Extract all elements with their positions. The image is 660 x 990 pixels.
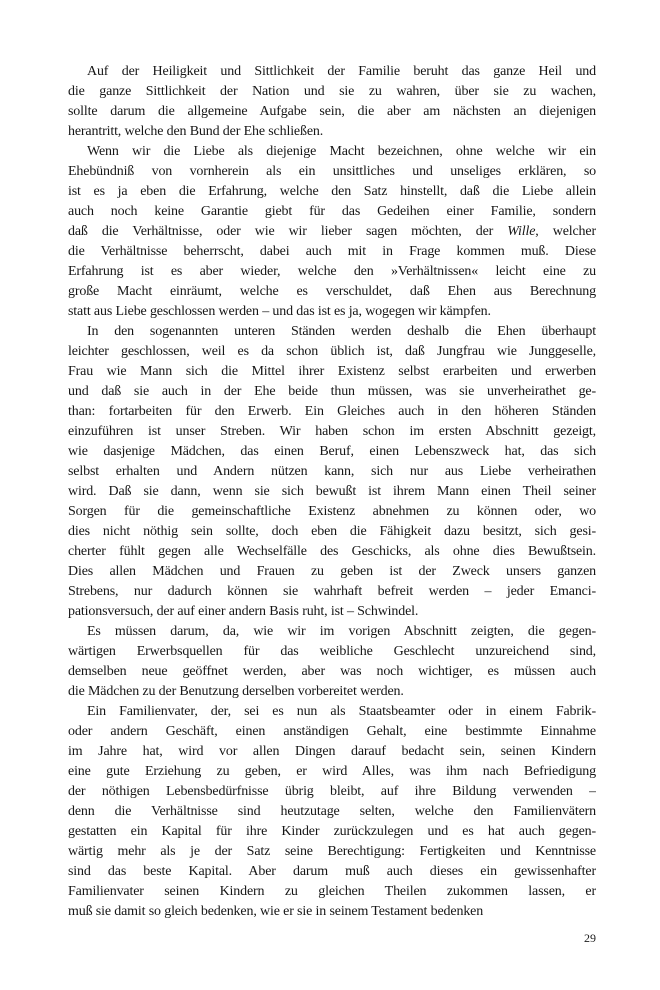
text-line: sollte darum die allgemeine Aufgabe sein, die aber am nächsten an diejenigen <box>68 104 596 119</box>
text-line: Wenn wir die Liebe als diejenige Macht bezeichnen, ohne welche wir ein <box>87 144 596 159</box>
text-line: daß die Verhältnisse, oder wie wir lieber sagen möchten, der Wille, welcher <box>68 224 596 239</box>
text-line: than: fortarbeiten für den Erwerb. Ein Gleiches auch in den höheren Ständen <box>68 404 596 419</box>
paragraph <box>68 702 596 922</box>
text-line: wird. Daß sie dann, wenn sie sich bewußt ist ihrem Mann einen Theil seiner <box>68 484 596 499</box>
text-line: selbst erhalten und Andern nützen kann, sich nur aus Liebe verheirathen <box>68 464 596 479</box>
text-line: denn die Verhältnisse sind heutzutage selten, welche den Familienvätern <box>68 804 596 819</box>
text-line: und daß sie auch in der Ehe beide thun müssen, was sie unverheirathet ge- <box>68 384 596 399</box>
text-line: Erfahrung ist es aber wieder, welche den »Verhältnissen« leicht eine zu <box>68 264 596 279</box>
text-line: die Verhältnisse beherrscht, dabei auch mit in Frage kommen muß. Diese <box>68 244 596 259</box>
text-line: Dies allen Mädchen und Frauen zu geben ist der Zweck unsers ganzen <box>68 564 596 579</box>
text-line: Frau wie Mann sich die Mittel ihrer Existenz selbst erarbeiten und erwerben <box>68 364 596 379</box>
text-line: Sorgen für die gemeinschaftliche Existenz abnehmen zu können oder, wo <box>68 504 596 519</box>
text-line: leichter geschlossen, weil es da schon üblich ist, daß Jungfrau wie Junggeselle, <box>68 344 596 359</box>
text-line: die Mädchen zu der Benutzung derselben vorbereitet werden. <box>68 684 404 699</box>
text-line: demselben neue geöffnet werden, aber was noch wichtiger, es müssen auch <box>68 664 596 679</box>
text-line: wärtig mehr als je der Satz seine Berechtigung: Fertigkeiten und Kenntnisse <box>68 844 596 859</box>
text-line: Ehebündniß von vornherein als ein unsittliches und unseliges erklären, so <box>68 164 596 179</box>
text-line: große Macht einräumt, welche es verschuldet, daß Ehen aus Berechnung <box>68 284 596 299</box>
text-line: muß sie damit so gleich bedenken, wie er sie in seinem Testament bedenken <box>68 904 484 919</box>
text-line: In den sogenannten unteren Ständen werden deshalb die Ehen überhaupt <box>87 324 596 339</box>
text-line: pationsversuch, der auf einer andern Basis ruht, ist – Schwindel. <box>68 604 419 619</box>
text-line: ist es ja eben die Erfahrung, welche den Satz hinstellt, daß die Liebe allein <box>68 184 596 199</box>
text-line: Familienvater seinen Kindern zu gleichen Theilen zukommen lassen, er <box>68 884 596 899</box>
text-line: Strebens, nur dadurch können sie wahrhaft befreit werden – jeder Emanci- <box>68 584 596 599</box>
text-line: im Jahre hat, wird vor allen Dingen darauf bedacht sein, seinen Kindern <box>68 744 596 759</box>
text-line: Ein Familienvater, der, sei es nun als Staatsbeamter oder in einem Fabrik- <box>87 704 596 719</box>
text-line: statt aus Liebe geschlossen werden – und das ist es ja, wogegen wir kämpfen. <box>68 304 491 319</box>
text-line: cherter fühlt gegen alle Wechselfälle des Geschicks, als ohne dies Bewußtsein. <box>68 544 596 559</box>
paragraph <box>68 142 596 322</box>
text-line: oder andern Geschäft, einen anständigen Gehalt, eine bestimmte Einnahme <box>68 724 596 739</box>
text-line: der nöthigen Lebensbedürfnisse übrig bleibt, auf ihre Bildung verwenden – <box>68 784 596 799</box>
text-line: Es müssen darum, da, wie wir im vorigen Abschnitt zeigten, die gegen- <box>87 624 596 639</box>
text-line: gestatten ein Kapital für ihre Kinder zurückzulegen und es hat auch gegen- <box>68 824 596 839</box>
text-line: Auf der Heiligkeit und Sittlichkeit der Familie beruht das ganze Heil und <box>87 64 596 79</box>
page-number: 29 <box>584 931 596 945</box>
text-line: dies nicht nöthig sein sollte, doch eben die Fähigkeit dazu besitzt, sich gesi- <box>68 524 596 539</box>
text-line: auch noch keine Garantie giebt für das Gedeihen einer Familie, sondern <box>68 204 596 219</box>
text-line: wärtigen Erwerbsquellen für das weibliche Geschlecht unzureichend sind, <box>68 644 596 659</box>
text-line: herantritt, welche den Bund der Ehe schließen. <box>68 124 324 139</box>
text-line: wie dasjenige Mädchen, das einen Beruf, einen Lebenszweck hat, das sich <box>68 444 596 459</box>
paragraph <box>68 62 596 142</box>
paragraph <box>68 322 596 622</box>
text-line: eine gute Erziehung zu geben, er wird Alles, was ihm nach Befriedigung <box>68 764 596 779</box>
text-line: einzuführen ist unser Streben. Wir haben schon im ersten Abschnitt gezeigt, <box>68 424 596 439</box>
paragraph <box>68 622 596 702</box>
text-block <box>68 62 596 922</box>
text-line: sind das beste Kapital. Aber darum muß auch dieses ein gewissenhafter <box>68 864 596 879</box>
text-line: die ganze Sittlichkeit der Nation und sie zu wahren, über sie zu wachen, <box>68 84 596 99</box>
